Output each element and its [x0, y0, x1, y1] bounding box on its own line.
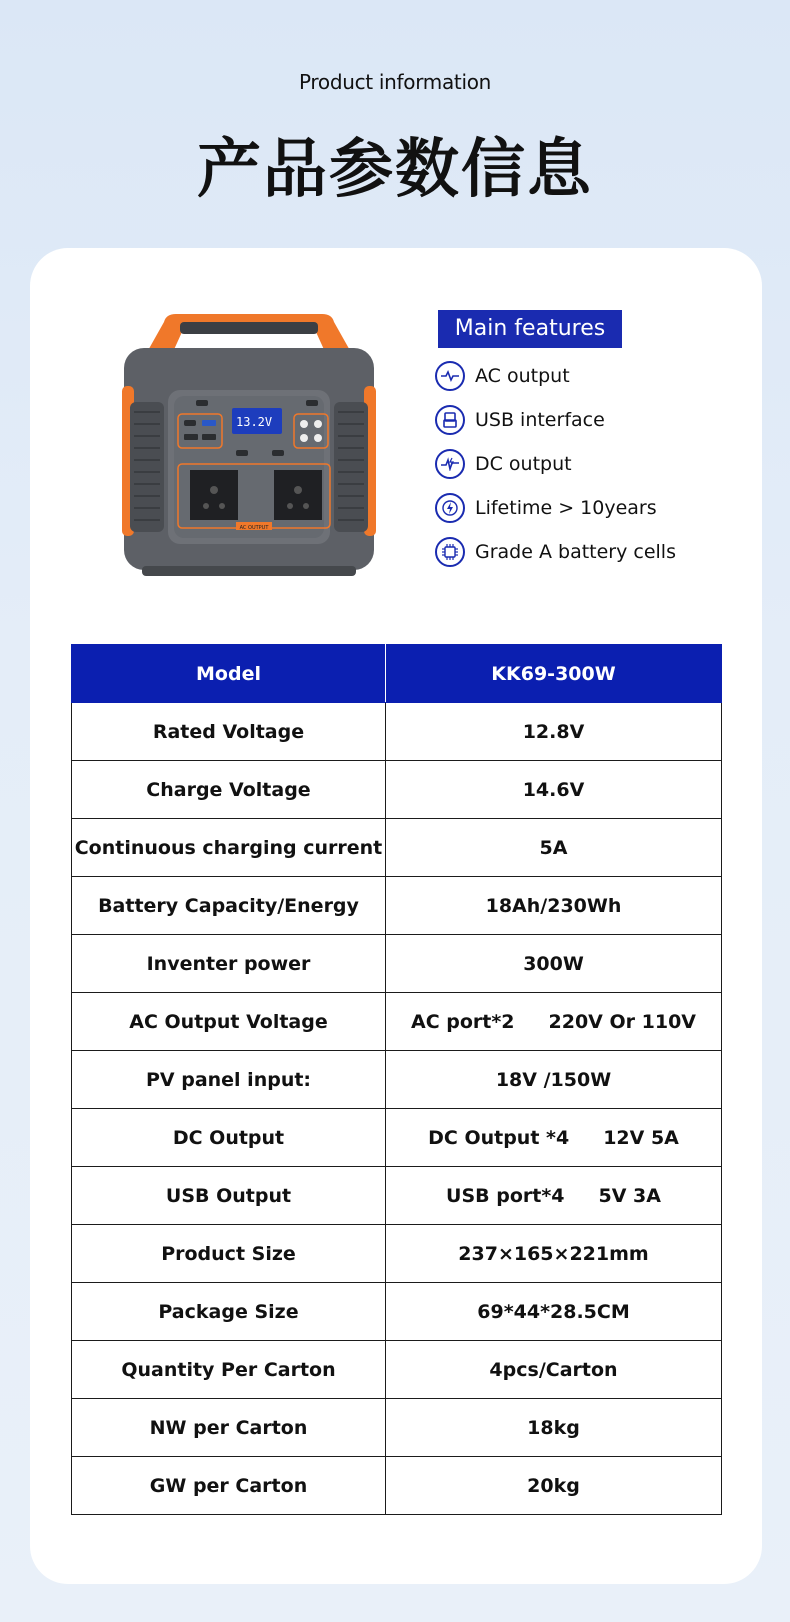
power-station-image [94, 314, 404, 584]
features-title: Main features [438, 310, 622, 348]
feature-label: Grade A battery cells [475, 541, 676, 563]
table-row [72, 1283, 722, 1341]
spec-label: Rated Voltage [72, 703, 386, 761]
table-row [72, 1167, 722, 1225]
table-row [72, 1457, 722, 1515]
feature-label: DC output [475, 453, 572, 475]
feature-item [435, 446, 572, 482]
spec-value: 18Ah/230Wh [386, 877, 722, 935]
feature-label: AC output [475, 365, 570, 387]
spec-value: 237×165×221mm [386, 1225, 722, 1283]
feature-label: USB interface [475, 409, 605, 431]
spec-label: Battery Capacity/Energy [72, 877, 386, 935]
table-row [72, 935, 722, 993]
header-model-value: KK69-300W [386, 645, 722, 703]
spec-label: Package Size [72, 1283, 386, 1341]
spec-table [71, 644, 722, 1515]
waveform-icon [435, 361, 465, 391]
lightning-icon [435, 493, 465, 523]
feature-item [435, 534, 676, 570]
spec-label: Product Size [72, 1225, 386, 1283]
spec-value [386, 993, 722, 1051]
spec-value-part: 220V Or 110V [548, 1010, 696, 1033]
spec-value: 69*44*28.5CM [386, 1283, 722, 1341]
content-card [30, 248, 762, 1584]
spec-value-part: 5V 3A [598, 1184, 661, 1207]
table-row [72, 761, 722, 819]
spec-label: Quantity Per Carton [72, 1341, 386, 1399]
spec-label: PV panel input: [72, 1051, 386, 1109]
spec-value [386, 1109, 722, 1167]
usb-icon [435, 405, 465, 435]
spec-value-part: DC Output *4 [428, 1126, 570, 1149]
page-subtitle: Product information [298, 70, 492, 94]
table-header-row [72, 645, 722, 703]
spec-value: 300W [386, 935, 722, 993]
table-row [72, 819, 722, 877]
chip-icon [435, 537, 465, 567]
spec-value-part: USB port*4 [446, 1184, 565, 1207]
spec-label: Continuous charging current [72, 819, 386, 877]
feature-item [435, 358, 570, 394]
spec-value: 14.6V [386, 761, 722, 819]
feature-label: Lifetime > 10years [475, 497, 657, 519]
header-model: Model [72, 645, 386, 703]
dc-wave-icon [435, 449, 465, 479]
table-row [72, 993, 722, 1051]
spec-label: DC Output [72, 1109, 386, 1167]
display-reading: 13.2V [236, 415, 273, 429]
table-row [72, 1225, 722, 1283]
spec-value-part: AC port*2 [410, 1010, 515, 1033]
page-title: 产品参数信息 [197, 133, 593, 207]
spec-value: 12.8V [386, 703, 722, 761]
spec-label: GW per Carton [72, 1457, 386, 1515]
ac-output-label: AC OUTPUT [239, 525, 269, 531]
spec-label: NW per Carton [72, 1399, 386, 1457]
table-row [72, 1109, 722, 1167]
table-row [72, 877, 722, 935]
spec-value: 20kg [386, 1457, 722, 1515]
spec-value-part: 12V 5A [603, 1126, 679, 1149]
spec-label: Charge Voltage [72, 761, 386, 819]
spec-label: AC Output Voltage [72, 993, 386, 1051]
spec-label: Inventer power [72, 935, 386, 993]
spec-value [386, 1167, 722, 1225]
spec-value: 5A [386, 819, 722, 877]
table-row [72, 1399, 722, 1457]
feature-item [435, 490, 657, 526]
table-row [72, 703, 722, 761]
table-row [72, 1051, 722, 1109]
spec-label: USB Output [72, 1167, 386, 1225]
spec-value: 18kg [386, 1399, 722, 1457]
spec-value: 4pcs/Carton [386, 1341, 722, 1399]
feature-item [435, 402, 605, 438]
spec-value: 18V /150W [386, 1051, 722, 1109]
table-row [72, 1341, 722, 1399]
